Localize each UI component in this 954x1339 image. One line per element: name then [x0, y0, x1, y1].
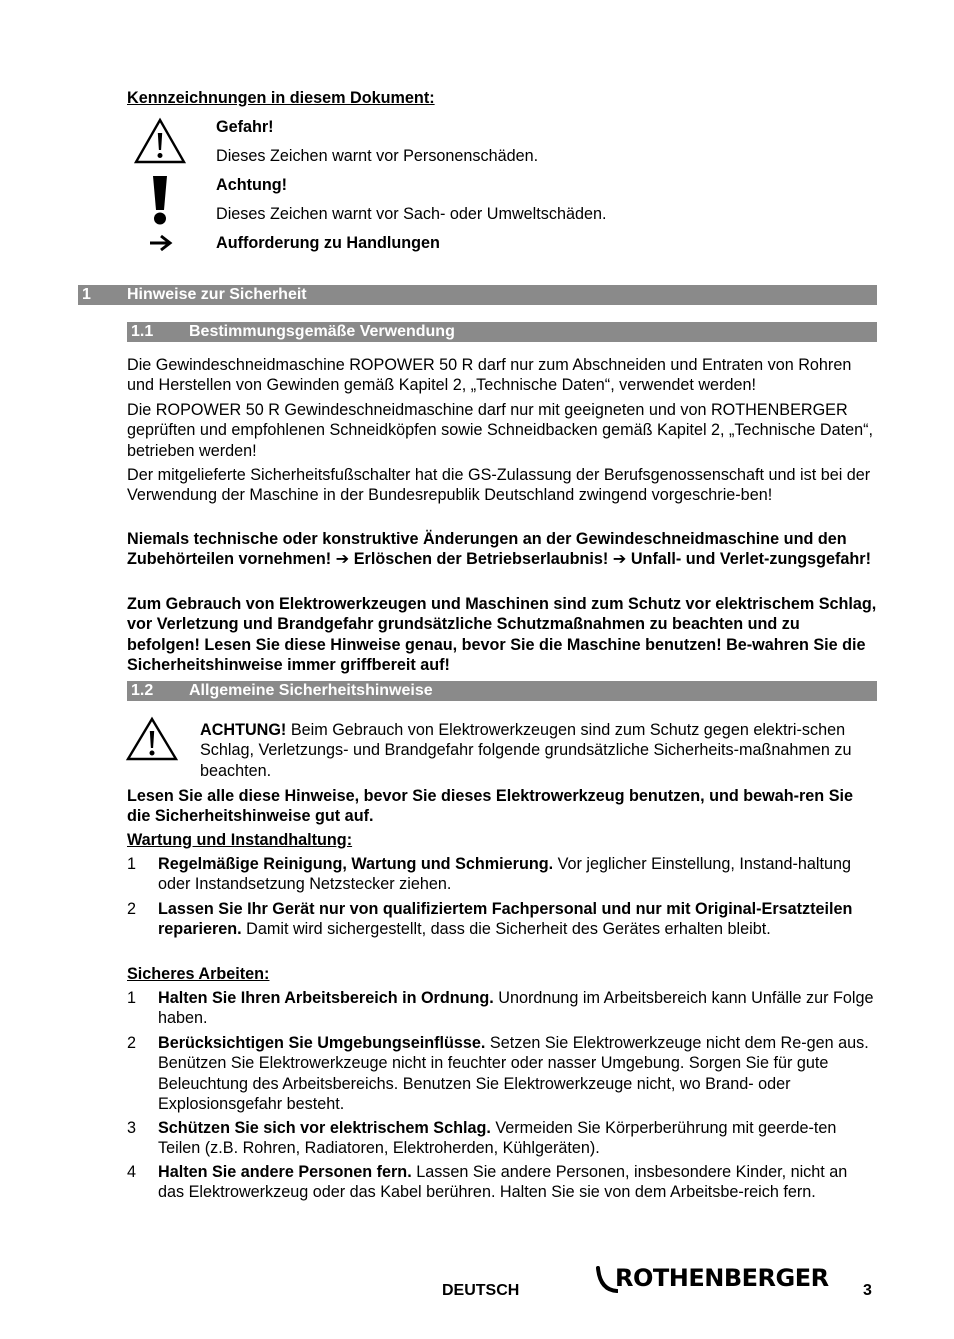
page-number: 3 — [863, 1282, 872, 1299]
section-1-2-header — [127, 681, 877, 701]
paragraph-usage-5: Zum Gebrauch von Elektrowerkzeugen und Maschinen sind zum Schutz vor elektrischem Schlag, vor Verletzung und Brandgefahr grundsätzliche Schutzmaßnahmen zu beachten und zu befolgen! Lesen Sie diese Hinweise genau, bevor Sie die Maschine benutzen! Be-wahren Sie die Sicherheitshinweise immer griffbereit auf! — [127, 595, 877, 674]
arrow-right-icon — [149, 234, 173, 252]
list-number: 2 — [127, 900, 137, 918]
list-number: 1 — [127, 855, 137, 873]
warning-text: Beim Gebrauch von Elektrowerkzeugen sind zum Schutz gegen elektri-schen Schlag, Verletzungs- und Brandgefahr folgende grundsätzliche Sicherheits-maßnahmen zu beachten. — [200, 721, 852, 780]
list-item-text: Lassen Sie andere Personen, insbesondere Kinder, nicht an das Elektrowerkzeug oder das Kabel berühren. Halten Sie sie von dem Arbeitsbe-reich fern. — [158, 1163, 848, 1202]
section-1-1-title: Bestimmungsgemäße Verwendung — [189, 323, 455, 340]
paragraph-usage-4: Niemals technische oder konstruktive Änderungen an der Gewindeschneidmaschine und den Zubehörteilen vornehmen! ➔ Erlöschen der Betriebserlaubnis! ➔ Unfall- und Verlet-zungsgefahr! — [127, 530, 871, 569]
legend-heading: Kennzeichnungen in diesem Dokument: — [127, 89, 435, 107]
list-number: 4 — [127, 1163, 137, 1181]
paragraph-usage-2: Die ROPOWER 50 R Gewindeschneidmaschine darf nur mit geeigneten und von ROTHENBERGER geprüften und empfohlenen Schneidköpfen sowie Schneidbacken gemäß Kapitel 2, „Technische Daten“, betrieben werden! — [127, 401, 873, 460]
list-item-text: Vermeiden Sie Körperberührung mit geerde-ten Teilen (z.B. Rohren, Radiatoren, Elektroherden, Kühlgeräten). — [158, 1119, 837, 1158]
safe-work-heading: Sicheres Arbeiten: — [127, 965, 270, 983]
danger-text: Dieses Zeichen warnt vor Personenschäden. — [216, 147, 539, 165]
section-1-2-title: Allgemeine Sicherheitshinweise — [189, 682, 433, 699]
warning-triangle-icon — [125, 716, 179, 762]
list-item-text: Setzen Sie Elektrowerkzeuge nicht dem Re-gen aus. Benützen Sie Elektrowerkzeuge nicht in feuchter oder nasser Umgebung. Sorgen Sie für gute Beleuchtung des Arbeitsbereichs. Benutzen Sie Elektrowerkzeuge nicht, wo Brand- oder Explosionsgefahr besteht. — [158, 1034, 869, 1113]
section-1-1-header — [127, 322, 877, 342]
action-text: Aufforderung zu Handlungen — [216, 234, 440, 252]
section-1-2-number: 1.2 — [131, 682, 154, 699]
list-item-bold: Schützen Sie sich vor elektrischem Schlag. — [158, 1119, 491, 1137]
list-number: 1 — [127, 989, 137, 1007]
paragraph-usage-1: Die Gewindeschneidmaschine ROPOWER 50 R darf nur zum Abschneiden und Entraten von Rohren und Herstellen von Gewinden gemäß Kapitel 2, „Technische Daten“, verwendet werden! — [127, 356, 852, 395]
brand-name: ROTHENBERGER — [615, 1264, 829, 1292]
list-number: 2 — [127, 1034, 137, 1052]
list-item-bold: Regelmäßige Reinigung, Wartung und Schmierung. — [158, 855, 554, 873]
section-1-header — [78, 285, 877, 305]
maintenance-heading: Wartung und Instandhaltung: — [127, 831, 353, 849]
paragraph-usage-3: Der mitgelieferte Sicherheitsfußschalter hat die GS-Zulassung der Berufsgenossenschaft und ist bei der Verwendung der Maschine in der Bundesrepublik Deutschland zwingend vorgeschrie-ben! — [127, 466, 871, 505]
warning-paragraph — [200, 720, 860, 781]
footer-language: DEUTSCH — [442, 1282, 520, 1299]
caution-text: Dieses Zeichen warnt vor Sach- oder Umweltschäden. — [216, 205, 607, 223]
warning-lead: ACHTUNG! — [200, 721, 287, 739]
caution-title: Achtung! — [216, 176, 288, 194]
list-item-text: Vor jeglicher Einstellung, Instand-haltung oder Instandsetzung Netzstecker ziehen. — [158, 855, 851, 894]
section-1-number: 1 — [82, 286, 91, 303]
list-item-bold: Lassen Sie Ihr Gerät nur von qualifiziertem Fachpersonal und nur mit Original-Ersatzteilen reparieren. — [158, 900, 853, 939]
list-item-bold: Berücksichtigen Sie Umgebungseinflüsse. — [158, 1034, 486, 1052]
list-item-text: Unordnung im Arbeitsbereich kann Unfälle zur Folge haben. — [158, 989, 874, 1028]
section-1-title: Hinweise zur Sicherheit — [127, 286, 307, 303]
list-number: 3 — [127, 1119, 137, 1137]
list-item-bold: Halten Sie andere Personen fern. — [158, 1163, 412, 1181]
danger-title: Gefahr! — [216, 118, 274, 136]
exclamation-icon — [150, 174, 170, 226]
list-item-bold: Halten Sie Ihren Arbeitsbereich in Ordnung. — [158, 989, 494, 1007]
section-1-1-number: 1.1 — [131, 323, 154, 340]
read-all-notice: Lesen Sie alle diese Hinweise, bevor Sie dieses Elektrowerkzeug benutzen, und bewah-ren Sie die Sicherheitshinweise gut auf. — [127, 787, 853, 826]
warning-triangle-icon — [133, 117, 187, 165]
list-item-text: Damit wird sichergestellt, dass die Sicherheit des Gerätes erhalten bleibt. — [241, 920, 771, 939]
